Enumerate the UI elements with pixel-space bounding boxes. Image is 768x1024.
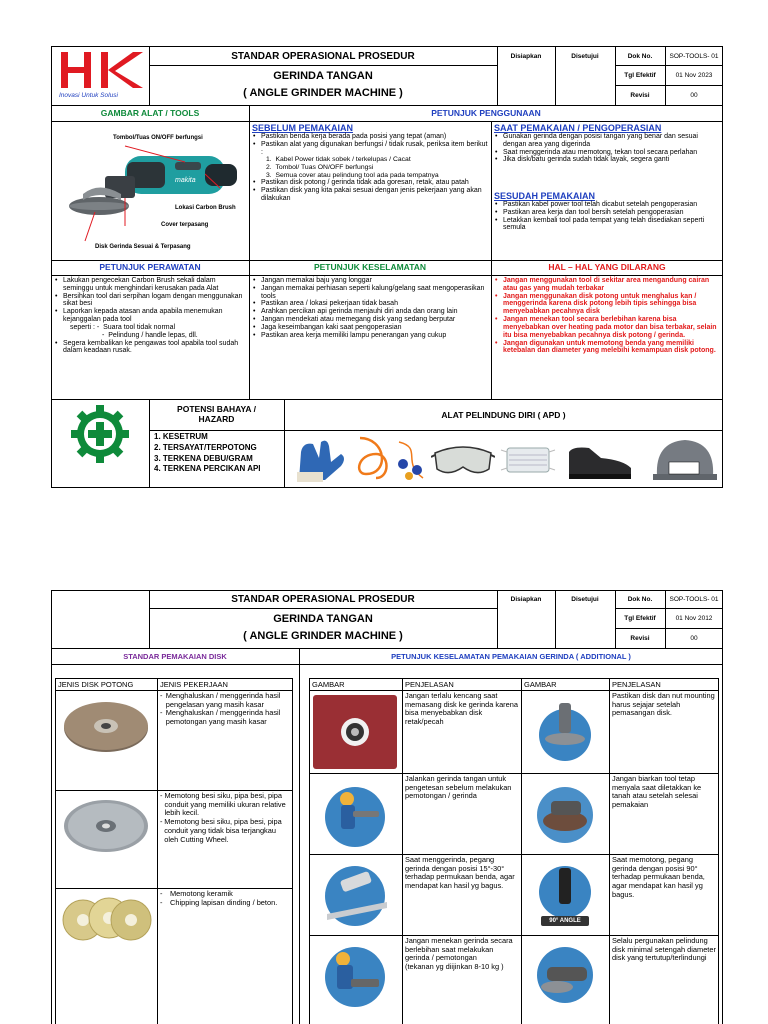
list-item: 1. KESETRUM	[154, 432, 208, 441]
revisi-value: 00	[690, 634, 698, 642]
list-item: • Pastikan area / lokasi pekerjaan tidak basah	[252, 300, 489, 308]
sop-page-1	[51, 46, 723, 488]
dilarang-title: HAL – HAL YANG DILARANG	[548, 262, 666, 272]
col-header: JENIS PEKERJAAN	[160, 680, 228, 689]
bahaya-title: POTENSI BAHAYA / HAZARD	[177, 404, 256, 424]
list-item: • Laporkan kepada atasan anda apabila menemukan kejanggalan pada tool	[54, 308, 247, 324]
sebelum-pemakaian	[252, 123, 488, 203]
saat-title: SAAT PEMAKAIAN / PENGOPERASIAN	[494, 123, 662, 133]
list-item: • Letakkan kembali tool pada tempat yang telah disediakan seperti semula	[494, 217, 720, 233]
list-item: • Segera kembalikan ke pengawas tool apabila tool sudah dalam keadaan rusak.	[54, 340, 247, 356]
disk-row-1: - Menghaluskan / menggerinda hasil pengelasan yang masih kasar - Menghaluskan / menggerinda hasil pemotongan yang masih kasar	[160, 691, 281, 727]
earplug-orange-icon	[356, 434, 394, 480]
dok-no-value: SOP-TOOLS- 01	[669, 52, 719, 60]
safety-row-1-right: Pastikan disk dan nut mounting harus sejajar setelah pemasangan disk.	[612, 691, 715, 718]
sop-page-2	[51, 590, 723, 1024]
bahaya-list	[154, 432, 284, 475]
safety-row-3-left: Saat menggerinda, pegang gerinda dengan posisi 15°-30° terhadap permukaan benda, agar mendapat kan hasil yg bagus.	[405, 855, 515, 891]
perawatan-list	[54, 277, 247, 355]
sub-item-2: 2. Tombol/ Tuas ON/OFF berfungsi	[266, 164, 374, 172]
doc-title-2: ( ANGLE GRINDER MACHINE )	[243, 86, 403, 99]
safety-row-2-left: Jalankan gerinda tangan untuk pengetesan sebelum melakukan pemotongan / gerinda	[405, 774, 512, 801]
disiapkan-label: Disiapkan	[510, 595, 542, 603]
list-item: • Pastikan area kerja memiliki lampu penerangan yang cukup	[252, 332, 489, 340]
company-logo	[57, 50, 145, 102]
guard-image	[525, 939, 605, 1011]
revisi-label: Revisi	[630, 634, 650, 642]
doc-title-1: GERINDA TANGAN	[273, 612, 373, 625]
dok-no-label: Dok No.	[627, 595, 653, 603]
list-item: • Jangan memakai baju yang longgar	[252, 277, 489, 285]
grinding-disc-image	[61, 696, 151, 756]
revisi-value: 00	[690, 91, 698, 99]
worker-test-image	[313, 777, 397, 851]
list-item: • Pastikan benda kerja berada pada posisi yang tepat (aman)	[252, 133, 488, 141]
gloves-icon	[291, 434, 349, 484]
list-item: • Pastikan kabel power tool telah dicabut setelah pengoperasian	[494, 201, 720, 209]
tgl-label: Tgl Efektif	[624, 614, 656, 622]
list-item: • Lakukan pengecekan Carbon Brush sekali dalam seminggu untuk menghindari kerusakan pada Alat	[54, 277, 247, 293]
disiapkan-label: Disiapkan	[510, 52, 542, 60]
callout-cover: Cover terpasang	[161, 222, 209, 228]
list-item: • Jangan menggunakan disk potong untuk menghalus kan / menggerinda karena disk potong lebih tipis sehingga bisa menyebabkan pecahnya disk	[494, 293, 720, 316]
hk-logo-icon	[57, 50, 145, 90]
list-item: • Jangan digunakan untuk memotong benda yang memiliki ketebalan dan diameter yang melebihi kemampuan disk potong.	[494, 340, 720, 356]
doc-title-2: ( ANGLE GRINDER MACHINE )	[243, 629, 403, 642]
sub-item-3: 3. Semua cover atau pelindung tool ada pada tempatnya	[266, 171, 439, 179]
list-item: • Jangan menggunakan tool di sekitar area mengandung cairan atau gas yang mudah terbakar	[494, 277, 720, 293]
earplug-blue-icon	[395, 438, 429, 482]
col-header: PENJELASAN	[612, 680, 661, 689]
goggles-icon	[431, 439, 495, 479]
sub-item-1: 1. Kabel Power tidak sobek / terkelupas / Cacat	[266, 156, 411, 164]
tgl-value: 01 Nov 2023	[675, 71, 713, 79]
petunjuk-additional-title: PETUNJUK KESELAMATAN PEMAKAIAN GERINDA ( ADDITIONAL )	[391, 652, 631, 661]
callout-disk: Disk Gerinda Sesuai & Terpasang	[95, 244, 191, 250]
callout-brush: Lokasi Carbon Brush	[175, 205, 236, 211]
sesudah-title: SESUDAH PEMAKAIAN	[494, 191, 596, 201]
sesudah-pemakaian	[494, 191, 720, 232]
list-item: • Saat menggerinda atau memotong, tekan tool secara perlahan	[494, 149, 720, 157]
col-header: PENJELASAN	[405, 680, 454, 689]
petunjuk-penggunaan-title: PETUNJUK PENGGUNAAN	[431, 108, 541, 118]
logo-tagline: Inovasi Untuk Solusi	[59, 92, 118, 99]
gambar-alat-title: GAMBAR ALAT / TOOLS	[100, 108, 200, 118]
safety-row-4-left: Jangan menekan gerinda secara berlebihan saat melakukan gerinda / pemotongan (tekanan yg diijinkan 8-10 kg )	[405, 936, 513, 972]
list-item: • Jika disk/batu gerinda sudah tidak layak, segera ganti	[494, 156, 720, 164]
list-item: • Gunakan gerinda dengan posisi tangan yang benar dan sesuai dengan area yang digerinda	[494, 133, 720, 149]
pressure-image	[313, 939, 397, 1011]
disetujui-label: Disetujui	[571, 595, 599, 603]
safety-row-4-right: Selalu pergunakan pelindung disk minimal setengah diameter disk yang tertutup/terlindungi	[612, 936, 716, 963]
seperti-block: seperti : - Suara tool tidak normal - Pelindung / handle lepas, dll.	[70, 323, 198, 339]
dilarang-list	[494, 277, 720, 355]
list-item: • Pastikan area kerja dan tool bersih setelah pengoperasian	[494, 209, 720, 217]
safety-row-1-left: Jangan terlalu kencang saat memasang disk ke gerinda karena bisa menyebabkan disk retak/pecah	[405, 691, 518, 727]
safety-shoe-icon	[563, 442, 637, 482]
list-item: • Pastikan disk yang kita pakai sesuai dengan jenis pekerjaan yang akan dilakukan	[252, 187, 488, 203]
disetujui-label: Disetujui	[571, 52, 599, 60]
nut-mount-image	[525, 695, 605, 769]
apd-title: ALAT PELINDUNG DIRI ( APD )	[441, 410, 566, 420]
perawatan-title: PETUNJUK PERAWATAN	[99, 262, 201, 272]
disk-row-2: - Memotong besi siku, pipa besi, pipa conduit yang memiliki ukuran relative lebih kecil. - Memotong besi siku, pipa besi, pipa conduit yang tidak bisa terjangkau oleh Cutting Wheel.	[160, 791, 286, 844]
doc-title-1: GERINDA TANGAN	[273, 69, 373, 82]
revisi-label: Revisi	[630, 91, 650, 99]
sop-title: STANDAR OPERASIONAL PROSEDUR	[231, 594, 415, 605]
sebelum-title: SEBELUM PEMAKAIAN	[252, 123, 354, 133]
angle-15-30-image	[313, 858, 397, 932]
tgl-label: Tgl Efektif	[624, 71, 656, 79]
disk-row-3: - Memotong keramik - Chipping lapisan dinding / beton.	[160, 889, 278, 907]
dok-no-value: SOP-TOOLS- 01	[669, 595, 719, 603]
angle-badge: 90° ANGLE	[549, 918, 581, 924]
standar-disk-title: STANDAR PEMAKAIAN DISK	[123, 652, 227, 661]
list-item: • Pastikan alat yang digunakan berfungsi / tidak rusak, periksa item berikut :	[252, 141, 488, 157]
saat-pemakaian	[494, 123, 720, 164]
col-header: JENIS DISK POTONG	[58, 680, 134, 689]
keselamatan-title: PETUNJUK KESELAMATAN	[313, 262, 427, 272]
mask-icon	[499, 442, 557, 478]
sop-title: STANDAR OPERASIONAL PROSEDUR	[231, 51, 415, 62]
tgl-value: 01 Nov 2012	[675, 614, 713, 622]
list-item: • Arahkan percikan api gerinda menjauhi diri anda dan orang lain	[252, 308, 489, 316]
col-header: GAMBAR	[524, 680, 557, 689]
list-item: • Jangan memakai perhiasan seperti kalung/gelang saat mengoperasikan tools	[252, 285, 489, 301]
list-item: 2. TERSAYAT/TERPOTONG	[154, 442, 257, 452]
callout-switch: Tombol/Tuas ON/OFF berfungsi	[113, 135, 203, 141]
list-item: 4. TERKENA PERCIKAN API	[154, 464, 261, 474]
col-header: GAMBAR	[312, 680, 345, 689]
diamond-disc-image	[59, 894, 153, 942]
helmet-icon	[649, 432, 721, 484]
safety-row-3-right: Saat memotong, pegang gerinda dengan posisi 90° terhadap permukaan benda, agar mendapat kan hasil yg bagus.	[612, 855, 705, 899]
tool-ground-image	[525, 777, 605, 851]
svg-text:makita: makita	[175, 177, 196, 184]
list-item: • Jaga keseimbangan kaki saat pengoperasian	[252, 324, 489, 332]
list-item: • Pastikan disk potong / gerinda tidak ada goresan, retak, atau patah	[252, 179, 488, 187]
disk-red-image	[313, 695, 397, 769]
safety-row-2-right: Jangan biarkan tool tetap menyala saat diletakkan ke tanah atau setelah selesai pemakaian	[612, 774, 702, 810]
angle-grinder-image	[55, 126, 245, 256]
list-item: 3. TERKENA DEBU/GRAM	[154, 453, 253, 463]
safety-cross-icon	[69, 403, 131, 465]
list-item: • Bersihkan tool dari serpihan logam dengan menggunakan sikat besi	[54, 293, 247, 309]
dok-no-label: Dok No.	[627, 52, 653, 60]
keselamatan-list	[252, 277, 489, 340]
list-item: • Jangan mendekati atau memegang disk yang sedang berputar	[252, 316, 489, 324]
cutting-disc-image	[61, 796, 151, 856]
list-item: • Jangan menekan tool secara berlebihan karena bisa menyebabkan over heating pada motor dan bisa terbakar, selain itu bisa menyebabkan pecahnya disk potong / gerinda.	[494, 316, 720, 339]
